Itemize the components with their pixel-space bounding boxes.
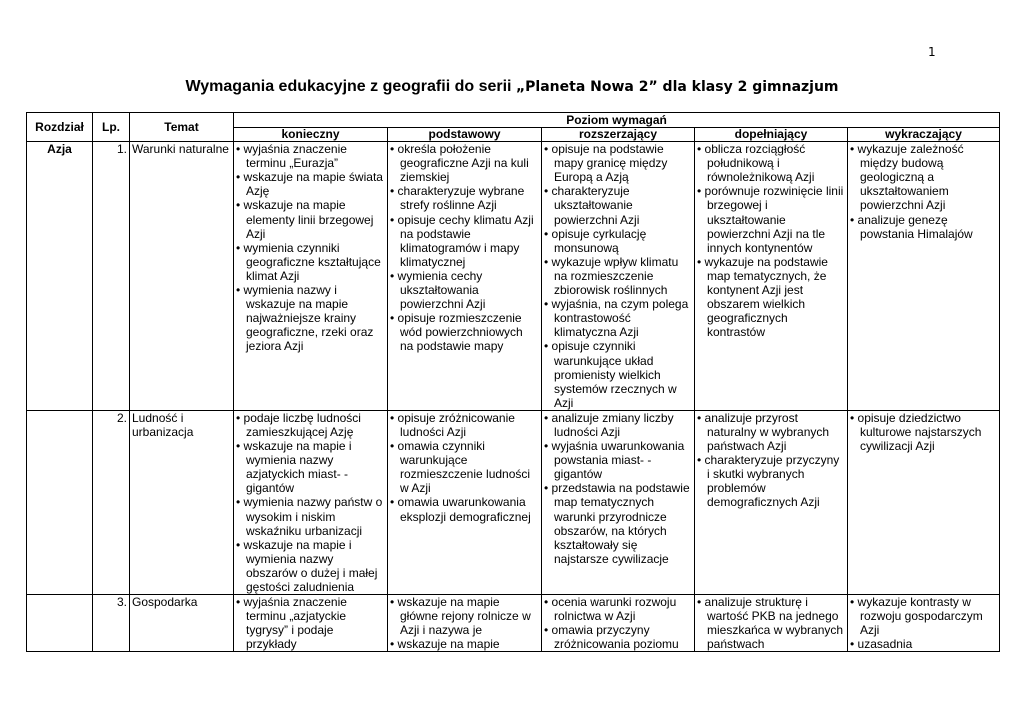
requirement-list [544, 142, 692, 410]
requirement-item: • analizuje zmiany liczby ludności Azji [544, 411, 692, 439]
cell-wykraczajacy [848, 410, 1000, 594]
requirement-item: • omawia przyczyny zróżnicowania poziomu [544, 623, 692, 651]
cell-podstawowy [388, 410, 542, 594]
requirement-item: • opisuje dziedzictwo kulturowe najstarszych cywilizacji Azji [850, 411, 997, 453]
cell-konieczny [234, 142, 388, 411]
cell-temat: Warunki naturalne [130, 142, 234, 411]
cell-rozdzial: Azja [27, 142, 93, 411]
requirement-item: • opisuje czynniki warunkujące układ promienisty wielkich systemów rzecznych w Azji [544, 339, 692, 409]
requirement-item: • omawia uwarunkowania eksplozji demograficznej [390, 495, 539, 523]
requirement-item: • wyjaśnia uwarunkowania powstania miast- -gigantów [544, 439, 692, 481]
header-temat: Temat [130, 113, 234, 142]
requirement-list [850, 411, 997, 453]
requirement-list [236, 595, 385, 651]
requirement-item: • opisuje cyrkulację monsunową [544, 227, 692, 255]
requirement-list [850, 142, 997, 241]
requirement-list [390, 142, 539, 353]
cell-podstawowy [388, 595, 542, 652]
title-series: „Planeta Nowa 2” dla klasy 2 gimnazjum [515, 79, 839, 95]
cell-wykraczajacy [848, 595, 1000, 652]
requirements-table [26, 112, 1000, 652]
cell-lp: 3. [93, 595, 130, 652]
cell-konieczny [234, 595, 388, 652]
requirement-list [850, 595, 997, 651]
requirement-item: • wykazuje zależność między budową geologiczną a ukształtowaniem powierzchni Azji [850, 142, 997, 212]
cell-temat: Ludność i urbanizacja [130, 410, 234, 594]
requirement-item: • charakteryzuje wybrane strefy roślinne Azji [390, 184, 539, 212]
requirement-item: • uzasadnia [850, 637, 997, 651]
requirement-list [390, 595, 539, 651]
requirement-item: • wymienia cechy ukształtowania powierzchni Azji [390, 269, 539, 311]
requirement-item: • przedstawia na podstawie map tematycznych warunki przyrodnicze obszarów, na których kształtowały się najstarsze cywilizacje [544, 481, 692, 566]
title-main: Wymagania edukacyjne z geografii do serii [185, 78, 512, 95]
cell-lp: 1. [93, 142, 130, 411]
requirement-item: • charakteryzuje ukształtowanie powierzchni Azji [544, 184, 692, 226]
requirement-item: • analizuje genezę powstania Himalajów [850, 213, 997, 241]
cell-dopelniajacy [695, 410, 848, 594]
requirement-list [236, 411, 385, 594]
requirement-item: • podaje liczbę ludności zamieszkującej Azję [236, 411, 385, 439]
requirement-item: • wskazuje na mapie główne rejony rolnicze w Azji i nazywa je [390, 595, 539, 637]
requirement-item: • porównuje rozwinięcie linii brzegowej i ukształtowanie powierzchni Azji na tle innych kontynentów [697, 184, 845, 254]
requirement-list [544, 595, 692, 651]
requirement-item: • wykazuje kontrasty w rozwoju gospodarczym Azji [850, 595, 997, 637]
table-body [27, 142, 1000, 652]
requirement-item: • wskazuje na mapie świata Azję [236, 170, 385, 198]
requirement-item: • wykazuje na podstawie map tematycznych, że kontynent Azji jest obszarem wielkich geograficznych kontrastów [697, 255, 845, 340]
cell-konieczny [234, 410, 388, 594]
requirement-list [697, 411, 845, 510]
header-rozdzial: Rozdział [27, 113, 93, 142]
requirement-item: • wskazuje na mapie i wymienia nazwy azjatyckich miast- -gigantów [236, 439, 385, 495]
requirement-item: • wymienia czynniki geograficzne kształtujące klimat Azji [236, 241, 385, 283]
cell-dopelniajacy [695, 595, 848, 652]
requirement-item: • wymienia nazwy i wskazuje na mapie najważniejsze krainy geograficzne, rzeki oraz jeziora Azji [236, 283, 385, 353]
cell-rozdzial [27, 595, 93, 652]
table-row [27, 410, 1000, 594]
requirement-list [236, 142, 385, 353]
header-level-konieczny: konieczny [234, 128, 388, 142]
requirement-item: • omawia czynniki warunkujące rozmieszczenie ludności w Azji [390, 439, 539, 495]
requirement-item: • wyjaśnia, na czym polega kontrastowość klimatyczna Azji [544, 297, 692, 339]
requirement-item: • ocenia warunki rozwoju rolnictwa w Azji [544, 595, 692, 623]
requirement-item: • wskazuje na mapie [390, 637, 539, 651]
requirement-item: • oblicza rozciągłość południkową i równoleżnikową Azji [697, 142, 845, 184]
requirement-item: • określa położenie geograficzne Azji na kuli ziemskiej [390, 142, 539, 184]
cell-wykraczajacy [848, 142, 1000, 411]
cell-rozszerzajacy [542, 595, 695, 652]
table-row [27, 595, 1000, 652]
header-lp: Lp. [93, 113, 130, 142]
requirement-item: • analizuje przyrost naturalny w wybranych państwach Azji [697, 411, 845, 453]
page-number: 1 [928, 45, 936, 59]
requirement-item: • opisuje rozmieszczenie wód powierzchniowych na podstawie mapy [390, 311, 539, 353]
requirement-list [697, 142, 845, 339]
header-level-wykraczajacy: wykraczający [848, 128, 1000, 142]
header-level-rozszerzajacy: rozszerzający [542, 128, 695, 142]
cell-temat: Gospodarka [130, 595, 234, 652]
requirement-item: • wykazuje wpływ klimatu na rozmieszczenie zbiorowisk roślinnych [544, 255, 692, 297]
requirement-item: • charakteryzuje przyczyny i skutki wybranych problemów demograficznych Azji [697, 453, 845, 509]
cell-podstawowy [388, 142, 542, 411]
table-row [27, 142, 1000, 411]
requirement-list [544, 411, 692, 566]
requirement-item: • opisuje cechy klimatu Azji na podstawie klimatogramów i mapy klimatycznej [390, 213, 539, 269]
requirement-item: • wyjaśnia znaczenie terminu „Eurazja” [236, 142, 385, 170]
requirement-item: • wymienia nazwy państw o wysokim i niskim wskaźniku urbanizacji [236, 495, 385, 537]
document-title [0, 78, 1024, 96]
requirement-list [390, 411, 539, 524]
requirement-item: • analizuje strukturę i wartość PKB na jednego mieszkańca w wybranych państwach [697, 595, 845, 651]
cell-dopelniajacy [695, 142, 848, 411]
header-level-dopelniajacy: dopełniający [695, 128, 848, 142]
cell-rozszerzajacy [542, 142, 695, 411]
cell-lp: 2. [93, 410, 130, 594]
requirement-list [697, 595, 845, 651]
requirement-item: • wskazuje na mapie i wymienia nazwy obszarów o dużej i małej gęstości zaludnienia [236, 538, 385, 594]
cell-rozdzial [27, 410, 93, 594]
header-poziom: Poziom wymagań [234, 113, 1000, 128]
requirement-item: • wskazuje na mapie elementy linii brzegowej Azji [236, 198, 385, 240]
header-level-podstawowy: podstawowy [388, 128, 542, 142]
cell-rozszerzajacy [542, 410, 695, 594]
requirement-item: • wyjaśnia znaczenie terminu „azjatyckie tygrysy” i podaje przykłady [236, 595, 385, 651]
requirement-item: • opisuje na podstawie mapy granicę między Europą a Azją [544, 142, 692, 184]
requirement-item: • opisuje zróżnicowanie ludności Azji [390, 411, 539, 439]
